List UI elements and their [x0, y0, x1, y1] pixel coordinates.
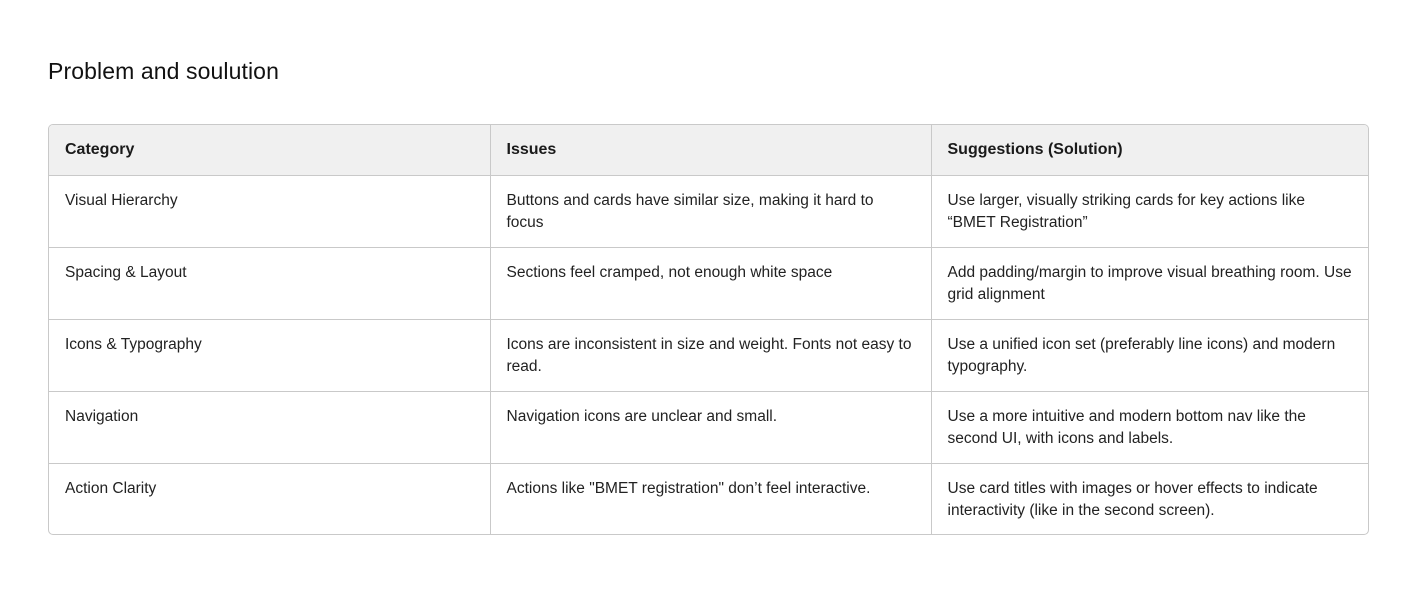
- page-title: Problem and soulution: [48, 58, 279, 84]
- category-cell: Visual Hierarchy: [65, 191, 178, 209]
- table-header-row: [49, 125, 1368, 175]
- table-row: [49, 319, 1368, 391]
- table-row: [49, 175, 1368, 247]
- column-header-suggestions: Suggestions (Solution): [931, 125, 1368, 175]
- column-header-issues: Issues: [490, 125, 931, 175]
- column-header-category: Category: [49, 125, 490, 175]
- category-cell: Spacing & Layout: [49, 247, 490, 319]
- issue-cell: Buttons and cards have similar size, making it hard to focus: [490, 175, 931, 247]
- suggestion-cell: Add padding/margin to improve visual breathing room. Use grid alignment: [931, 247, 1368, 319]
- suggestion-cell: Use card titles with images or hover effects to indicate interactivity (like in the second screen).: [931, 463, 1368, 534]
- table-row: [49, 247, 1368, 319]
- category-cell: Icons & Typography: [49, 319, 490, 391]
- category-cell: Action Clarity: [49, 463, 490, 534]
- table-row: [49, 463, 1368, 534]
- table-row: [49, 391, 1368, 463]
- suggestion-cell: Use larger, visually striking cards for key actions like “BMET Registration”: [931, 175, 1368, 247]
- issue-cell: Sections feel cramped, not enough white space: [490, 247, 931, 319]
- issue-cell: Actions like "BMET registration" don’t feel interactive.: [490, 463, 931, 534]
- issue-cell: Navigation icons are unclear and small.: [490, 391, 931, 463]
- category-cell: Navigation: [49, 391, 490, 463]
- problem-solution-table: [48, 124, 1369, 535]
- issue-cell: Icons are inconsistent in size and weight. Fonts not easy to read.: [490, 319, 931, 391]
- suggestion-cell: Use a more intuitive and modern bottom nav like the second UI, with icons and labels.: [931, 391, 1368, 463]
- suggestion-cell: Use a unified icon set (preferably line icons) and modern typography.: [931, 319, 1368, 391]
